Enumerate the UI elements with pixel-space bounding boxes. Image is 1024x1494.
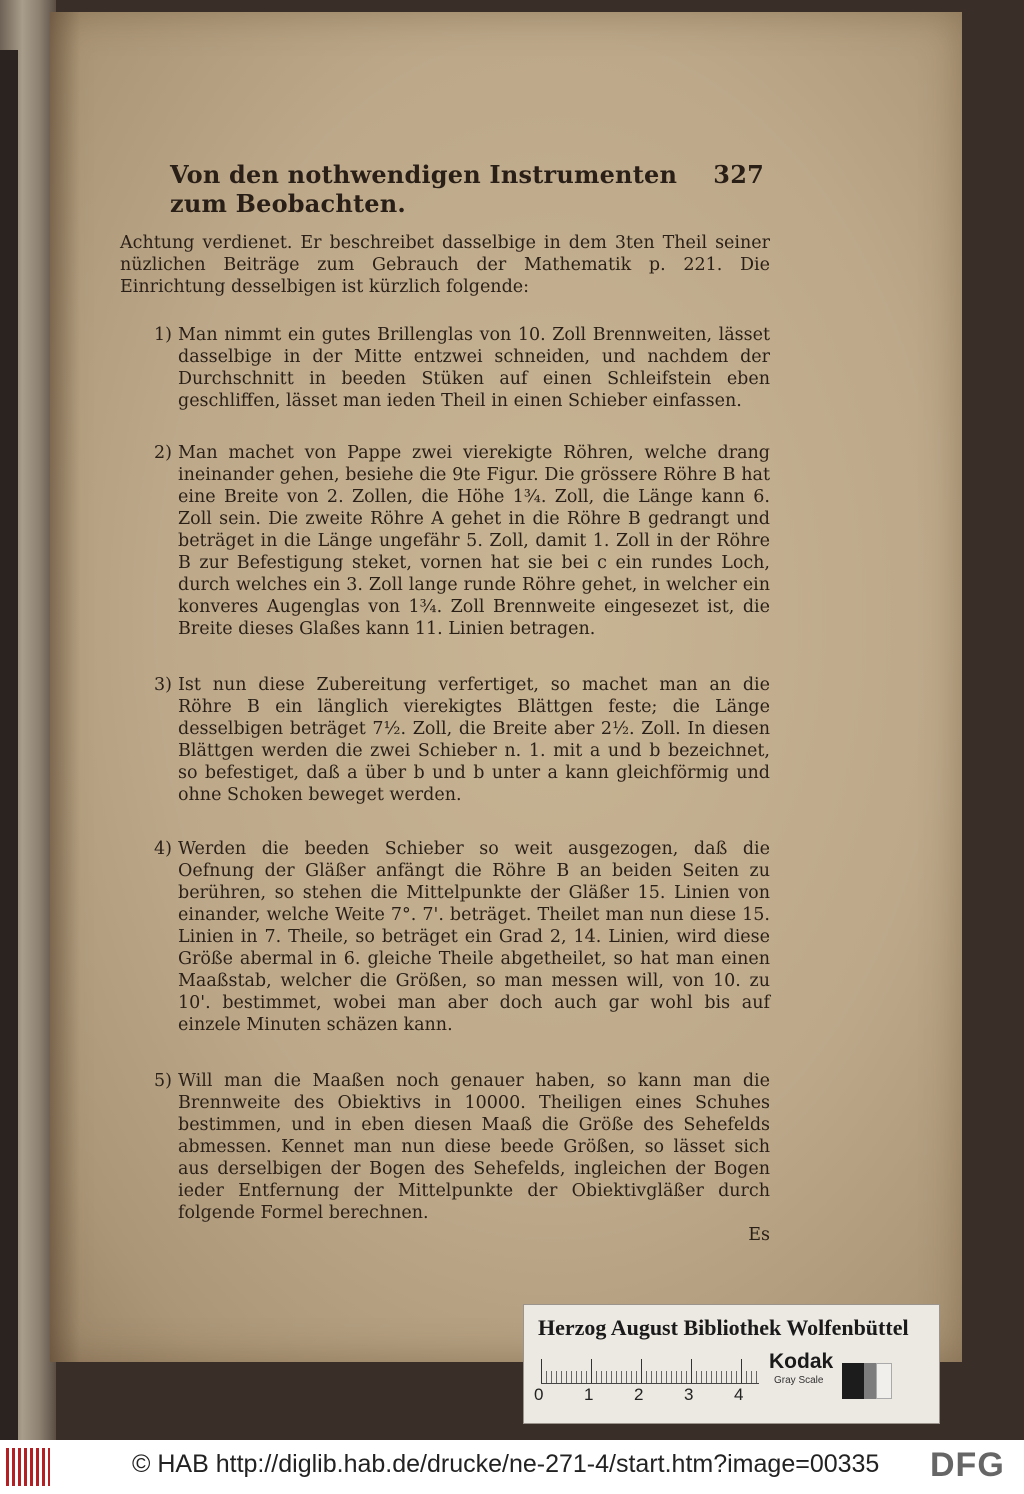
catchword: Es	[748, 1225, 770, 1245]
dfg-logo: DFG	[930, 1446, 1005, 1484]
page-number: 327	[713, 160, 764, 189]
ruler-ticks	[541, 1359, 759, 1383]
footer-url-text[interactable]: © HAB http://diglib.hab.de/drucke/ne-271-4/start.htm?image=00335	[132, 1450, 880, 1478]
numbered-paragraph	[120, 674, 770, 806]
gray-swatch-dark	[842, 1363, 864, 1399]
paragraph-number: 3)	[154, 675, 172, 695]
paragraph-number: 2)	[154, 443, 172, 463]
paragraph-number: 4)	[154, 839, 172, 859]
intro-paragraph: Achtung verdienet. Er beschreibet dasselbige in dem 3ten Theil seiner nüzlichen Beiträge zum Gebrauch der Mathematik p. 221. Die Einrichtung desselbigen ist kürzlich folgende:	[120, 233, 770, 297]
footer-bar	[0, 1440, 1024, 1494]
running-head-title: Von den nothwendigen Instrumenten zum Beobachten.	[170, 160, 678, 218]
gray-scale-caption: Gray Scale	[774, 1375, 824, 1386]
paragraph-text: Man machet von Pappe zwei vierekigte Röhren, welche drang ineinander gehen, besiehe die 9te Figur. Die grössere Röhre B hat eine Breite von 2. Zollen, die Höhe 1¾. Zoll, die Länge kann 6. Zoll sein. Die zweite Röhre A gehet in die Röhre B gedrangt und beträget in die Länge ungefähr 5. Zoll, damit 1. Zoll in der Röhre B zur Befestigung steket, vornen hat sie bei c ein rundes Loch, durch welches ein 3. Zoll lange runde Röhre gehet, in welcher ein konveres Augenglas von 1¾. Zoll Brennweite eingesezet ist, die Breite dieses Glaßes kann 11. Linien betragen.	[178, 443, 770, 639]
library-color-card	[523, 1304, 940, 1424]
previous-page-shadow	[0, 50, 18, 1450]
ruler-number: 0	[534, 1385, 544, 1404]
paragraph-text: Man nimmt ein gutes Brillenglas von 10. Zoll Brennweiten, lässet dasselbige in der Mitte entzwei schneiden, und nachdem der Durchschnitt in beeden Stüken auf einen Schleifstein eben geschliffen, lässet man ieden Theil in einen Schieber einfassen.	[178, 325, 770, 411]
kodak-brand: Kodak	[769, 1350, 834, 1373]
ruler-number: 4	[734, 1385, 744, 1404]
page-gutter-shadow	[50, 12, 80, 1362]
gray-swatch-light	[876, 1363, 892, 1399]
library-name: Herzog August Bibliothek Wolfenbüttel	[538, 1315, 909, 1340]
running-header	[170, 160, 764, 218]
ruler-number: 2	[634, 1385, 644, 1404]
numbered-paragraph	[120, 442, 770, 640]
gray-swatch-mid	[864, 1363, 876, 1399]
paragraph-text: Will man die Maaßen noch genauer haben, so kann man die Brennweite des Obiektivs in 10000. Theiligen eines Schuhes bestimmen, und in eben diesen Maaß die Größe des Sehefelds abmessen. Kennet man nun diese beede Größen, so lässet sich aus derselbigen der Bogen des Sehefelds, ingleichen der Bogen ieder Entfernung der Mittelpunkte der Obiektivgläßer durch folgende Formel berechnen.	[178, 1071, 770, 1223]
page-text	[120, 160, 770, 1246]
ruler-number: 1	[584, 1385, 594, 1404]
numbered-paragraph	[120, 1070, 770, 1224]
numbered-paragraph	[120, 838, 770, 1036]
numbered-paragraph	[120, 324, 770, 412]
ruler-number: 3	[684, 1385, 694, 1404]
paragraph-number: 1)	[154, 325, 172, 345]
hab-logo-icon	[6, 1448, 50, 1486]
scale-ruler	[541, 1349, 759, 1384]
paragraph-number: 5)	[154, 1071, 172, 1091]
paragraph-text: Ist nun diese Zubereitung verfertiget, so machet man an die Röhre B ein länglich vierekigtes Blättgen feste; die Länge desselbigen beträget 7½. Zoll, die Breite aber 2½. Zoll. In diesen Blättgen werden die zwei Schieber n. 1. mit a und b bezeichnet, so befestiget, daß a über b und b unter a kann gleichförmig und ohne Schoken beweget werden.	[178, 675, 770, 805]
paragraph-text: Werden die beeden Schieber so weit ausgezogen, daß die Oefnung der Gläßer anfängt die Röhre B an beiden Seiten zu berühren, so stehen die Mittelpunkte der Gläßer 15. Linien von einander, welche Weite 7°. 7'. beträget. Theilet man nun diese 15. Linien in 7. Theile, so beträget ein Grad 2, 14. Linien, wird diese Größe abermal in 6. gleiche Theile abgetheilet, so hat man einen Maaßstab, welcher die Größen, so man messen will, von 10. zu 10'. bestimmet, wobei man aber doch auch gar wohl bis auf einzele Minuten schäzen kann.	[178, 839, 770, 1035]
